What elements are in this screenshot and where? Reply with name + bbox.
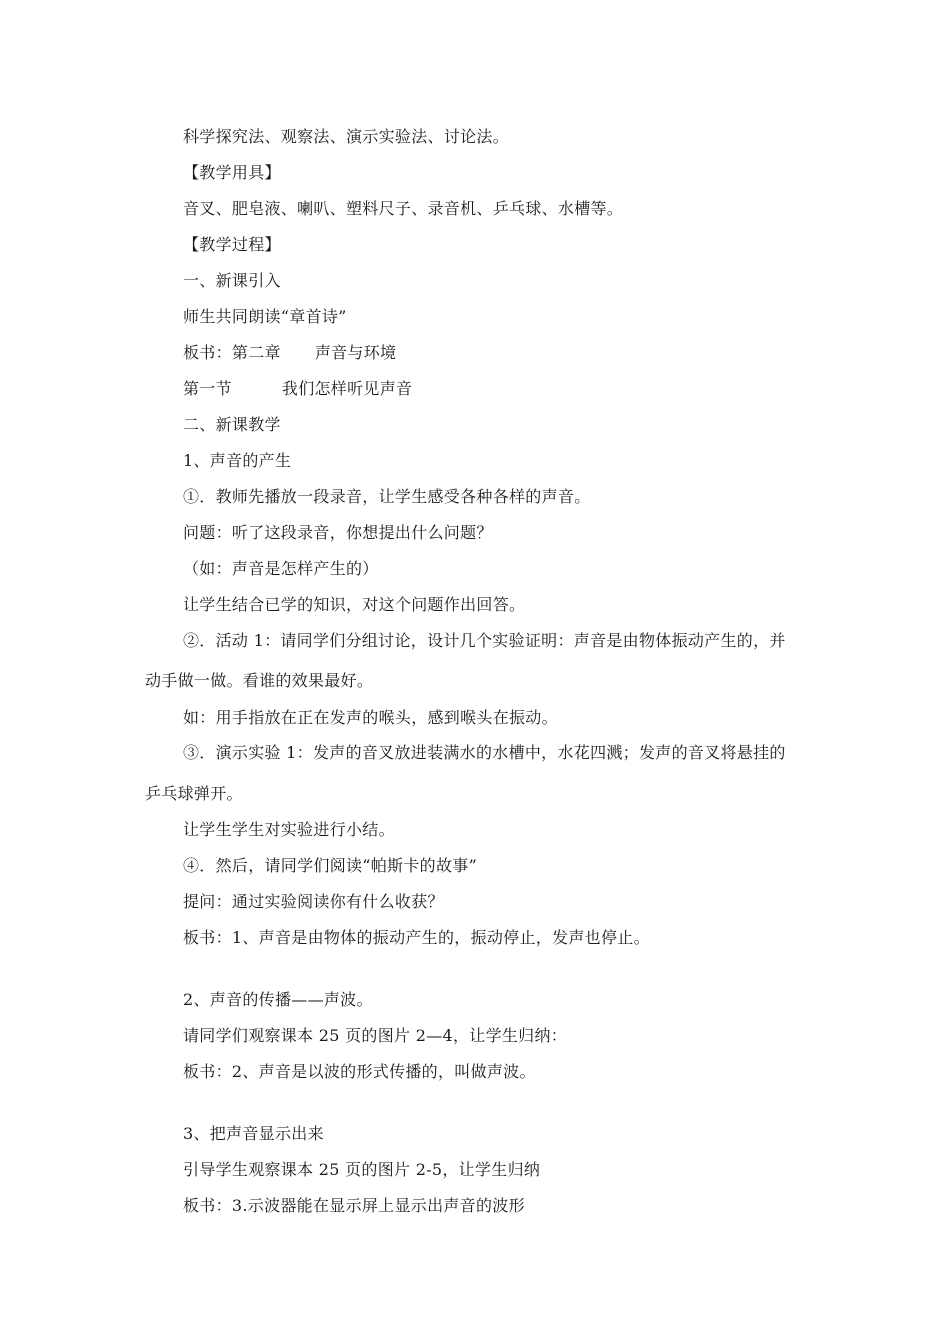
question-2: 提问：通过实验阅读你有什么收获？ [183,892,444,911]
topic-1-title: 1、声音的产生 [183,451,292,470]
summary: 让学生学生对实验进行小结。 [183,820,395,839]
teaching-tools: 音叉、肥皂液、喇叭、塑料尺子、录音机、乒乓球、水槽等。 [183,199,624,218]
example-2: 如：用手指放在正在发声的喉头，感到喉头在振动。 [183,708,558,727]
process-heading: 【教学过程】 [183,235,281,254]
board-3: 板书：3.示波器能在显示屏上显示出声音的波形 [183,1196,525,1215]
topic-2-title: 2、声音的传播——声波。 [183,990,373,1009]
question-1: 问题：听了这段录音，你想提出什么问题？ [183,523,493,542]
tools-heading: 【教学用具】 [183,163,281,182]
step-2-line-1: ②．活动 1：请同学们分组讨论，设计几个实验证明：声音是由物体振动产生的，并 [183,631,786,650]
step-3-line-1: ③．演示实验 1：发声的音叉放进装满水的水槽中，水花四溅；发声的音叉将悬挂的 [183,743,786,762]
section-2-title: 二、新课教学 [183,415,281,434]
step-2-line-2: 动手做一做。看谁的效果最好。 [145,671,374,690]
step-1: ①．教师先播放一段录音，让学生感受各种各样的声音。 [183,487,591,506]
step-4: ④．然后，请同学们阅读“帕斯卡的故事” [183,856,478,875]
board-chapter-title: 声音与环境 [314,343,397,362]
board-chapter-prefix: 板书：第二章 [183,343,281,362]
observe-2: 引导学生观察课本 25 页的图片 2-5，让学生归纳 [183,1160,541,1179]
board-chapter [183,343,396,363]
answer-prompt: 让学生结合已学的知识，对这个问题作出回答。 [183,595,526,614]
teaching-methods: 科学探究法、观察法、演示实验法、讨论法。 [183,127,510,146]
lesson-number: 第一节 [183,379,232,398]
lesson-title: 我们怎样听见声音 [281,379,413,398]
board-1: 板书：1、声音是由物体的振动产生的，振动停止，发声也停止。 [183,928,650,947]
topic-3-title: 3、把声音显示出来 [183,1124,324,1143]
observe-1: 请同学们观察课本 25 页的图片 2—4，让学生归纳： [183,1026,568,1045]
lesson-heading [183,379,412,399]
step-3-line-2: 乒乓球弹开。 [145,784,243,803]
section-1-title: 一、新课引入 [183,271,281,290]
read-poem: 师生共同朗读“章首诗” [183,307,347,326]
example-1: （如：声音是怎样产生的） [183,559,379,578]
board-2: 板书：2、声音是以波的形式传播的，叫做声波。 [183,1062,536,1081]
